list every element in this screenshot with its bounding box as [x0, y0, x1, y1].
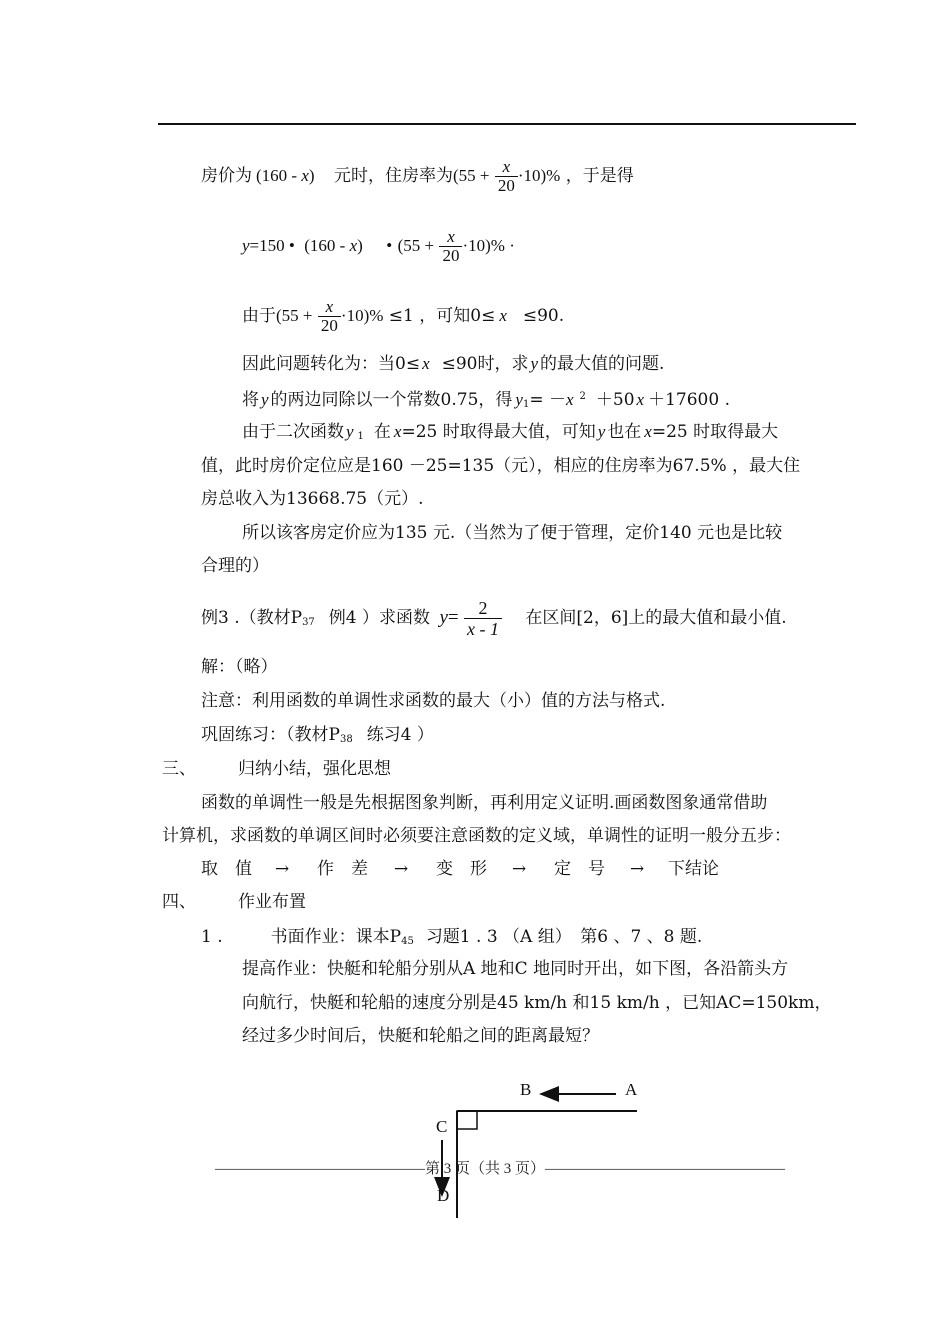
page-footer: ——————————————第 3 页（共 3 页）———————————————— [215, 1161, 786, 1177]
denominator: x - 1 [467, 619, 499, 639]
text: 例4 ）求函数 [328, 608, 431, 628]
math: (55 + [452, 166, 490, 185]
item-number: 1 . [201, 927, 223, 947]
text: ≤90. [522, 306, 565, 326]
text-line-16: 函数的单调性一般是先根据图象判断，再利用定义证明.画函数图象通常借助 [201, 793, 768, 813]
step-5: 下结论 [668, 859, 719, 879]
text: 在区间[2，6]上的最大值和最小值. [525, 608, 787, 628]
text: =25 时取得最大 [651, 422, 779, 442]
math-var: x [301, 166, 309, 185]
step-2: 作 差 [317, 859, 368, 879]
subscript: 1 [357, 431, 364, 442]
arrow: → [630, 859, 645, 879]
math-var: x [565, 390, 574, 409]
subscript: 37 [302, 617, 315, 628]
math: ) [308, 166, 315, 185]
text-line-23: 经过多少时间后，快艇和轮船之间的距离最短？ [242, 1026, 599, 1046]
math-var: y [346, 422, 354, 441]
text-line-13: 注意：利用函数的单调性求函数的最大（小）值的方法与格式. [201, 691, 666, 711]
denominator: 20 [497, 176, 515, 195]
math: • [386, 236, 393, 255]
text: 元时，住房率为 [333, 166, 453, 186]
numerator: x [439, 228, 462, 247]
text: ＋17600 . [648, 390, 730, 410]
denominator: 20 [442, 246, 460, 265]
text-line-10: 合理的） [201, 556, 269, 576]
math-var: y [530, 354, 539, 373]
label-A: A [625, 1080, 638, 1099]
math: =150 • [249, 236, 295, 255]
math: ·10)% [340, 306, 384, 325]
step-1: 取 值 [201, 859, 252, 879]
math: (160 - [304, 236, 350, 255]
text: 书面作业：课本P [270, 927, 402, 947]
subscript: 45 [401, 936, 414, 947]
math: ) [357, 236, 363, 255]
label-C: C [436, 1117, 448, 1136]
math-var: y [242, 236, 250, 255]
numerator: x [318, 298, 341, 317]
text: ＋50 [595, 390, 635, 410]
math: (55 + [276, 306, 313, 325]
math-var: x [422, 354, 430, 373]
math-var: x [644, 422, 652, 441]
label-B: B [520, 1080, 532, 1099]
math: (55 + [397, 236, 435, 255]
text: 由于 [242, 306, 276, 326]
subscript: 38 [339, 734, 353, 745]
text: 将 [242, 390, 259, 410]
subscript: 1 [522, 399, 530, 410]
section-title: 作业布置 [238, 892, 306, 912]
text-line-21: 提高作业：快艇和轮船分别从A 地和C 地同时开出，如下图，各沿箭头方 [242, 959, 789, 979]
text: 因此问题转化为：当0≤ [242, 354, 421, 374]
math-var: x [636, 390, 645, 409]
math-var: y [439, 607, 448, 628]
text-line-17: 计算机，求函数的单调区间时必须要注意函数的定义域，单调性的证明一般分五步： [162, 826, 791, 846]
math-var: x [499, 306, 507, 325]
text: 在 [373, 422, 391, 442]
numerator: 2 [464, 598, 502, 619]
text: 也在 [607, 422, 642, 442]
arrow: → [394, 859, 409, 879]
math: = [447, 607, 459, 628]
arrow: → [275, 859, 290, 879]
math-var: x [349, 236, 358, 255]
text: ≤1 ，可知0≤ [388, 306, 496, 326]
step-3: 变 形 [436, 859, 487, 879]
text-line-7: 值，此时房价定位应是160 －25=135（元），相应的住房率为67.5% ，最大住 [201, 456, 801, 476]
arrow: → [512, 859, 527, 879]
text-line-9: 所以该客房定价应为135 元.（当然为了便于管理，定价140 元也是比较 [242, 523, 783, 543]
numerator: x [495, 158, 518, 177]
math: (160 - [256, 166, 302, 185]
text-line-22: 向航行，快艇和轮船的速度分别是45 km/h 和15 km/h ，已知AC=150km， [242, 993, 832, 1013]
text: 的两边同除以一个常数0.75，得 [270, 390, 513, 410]
text: 房价为 [201, 166, 252, 186]
text: 例3 .（教材P [201, 608, 303, 628]
section-number: 四、 [162, 892, 196, 912]
text: 由于二次函数 [242, 422, 344, 442]
label-D: D [437, 1186, 450, 1205]
text: =25 时取得最大值，可知 [401, 422, 596, 442]
text: ≤90时，求 [441, 354, 529, 374]
text: 练习4 ） [366, 725, 434, 745]
step-4: 定 号 [554, 859, 605, 879]
math: ·10)% · [462, 236, 515, 255]
math-var: y [515, 390, 523, 409]
math: ·10)% [517, 166, 561, 185]
text: 的最大值的问题. [540, 354, 665, 374]
math-var: x [393, 422, 402, 441]
math-var: y [261, 390, 269, 409]
text: = － [529, 390, 566, 410]
math-var: y [597, 422, 606, 441]
superscript: 2 [579, 391, 586, 402]
text-line-12: 解：（略） [201, 657, 278, 677]
text: ，于是得 [565, 166, 634, 186]
text-line-8: 房总收入为13668.75（元）. [201, 489, 424, 509]
text: 巩固练习：（教材P [201, 725, 340, 745]
denominator: 20 [320, 316, 338, 335]
section-title: 归纳小结，强化思想 [238, 759, 391, 779]
section-number: 三、 [162, 759, 196, 779]
right-angle-mark [457, 1111, 477, 1129]
text: 习题1 . 3 （A 组） 第6 、7 、8 题. [425, 927, 703, 947]
